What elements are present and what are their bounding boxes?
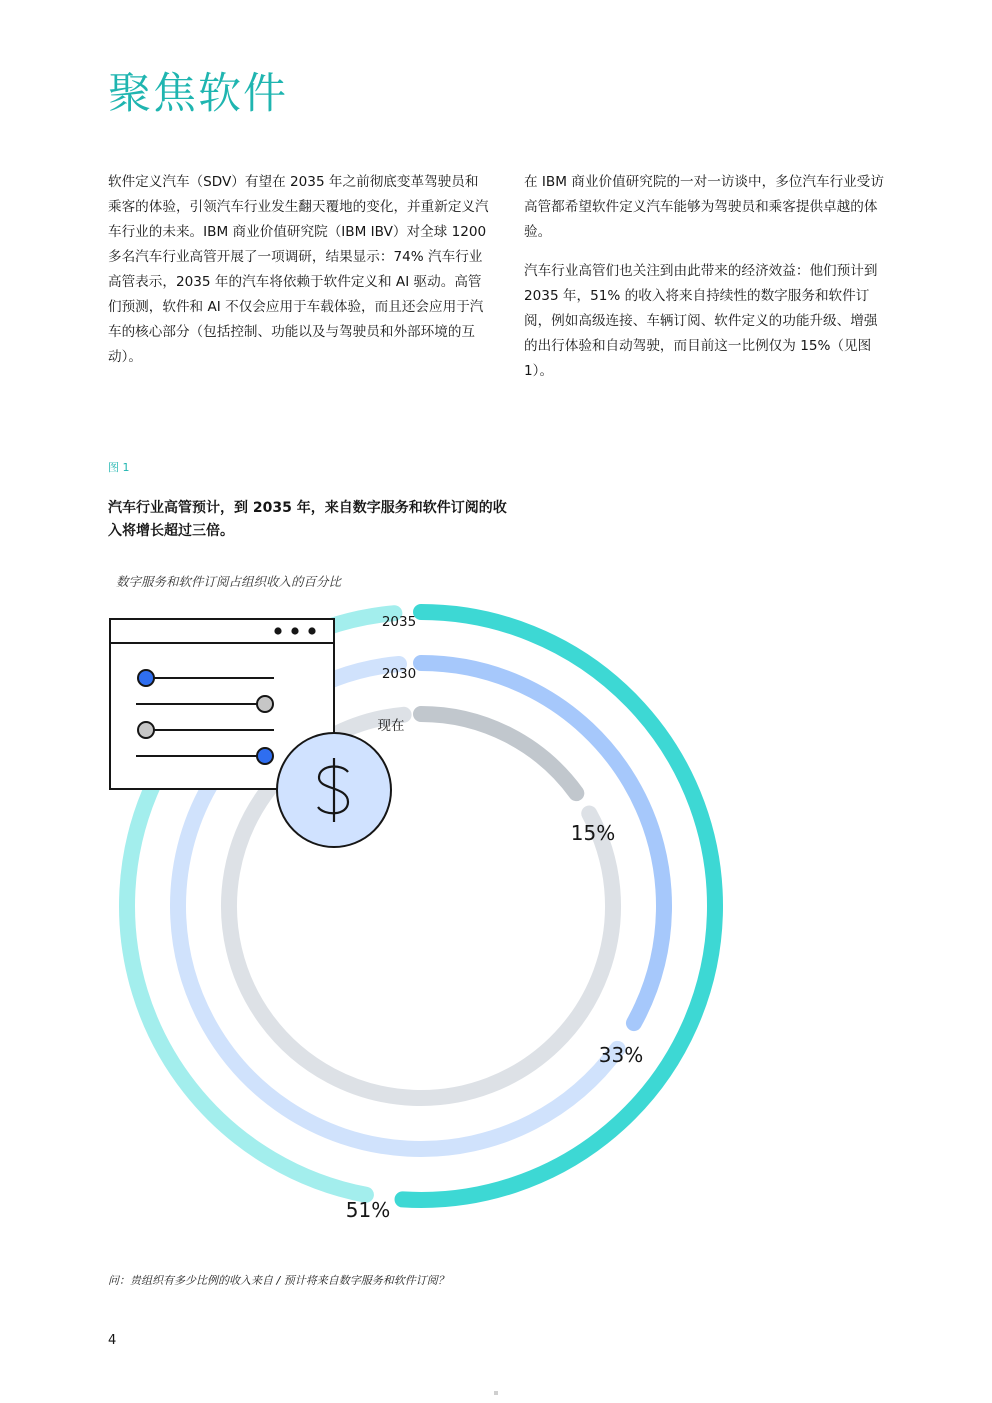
- body-paragraph: 软件定义汽车（SDV）有望在 2035 年之前彻底变革驾驶员和乘客的体验，引领汽车行业发生翻天覆地的变化，并重新定义汽车行业的未来。IBM 商业价值研究院（IBM IBV）对全球 1200 多名汽车行业高管开展了一项调研，结果显示：74% 汽车行业高管表示，2035 年的汽车将依赖于软件定义和 AI 驱动。高管们预测，软件和 AI 不仅会应用于车载体验，而且还会应用于汽车的核心部分（包括控制、功能以及与驾驶员和外部环境的互动）。: [108, 174, 489, 365]
- page-title: 聚焦软件: [108, 69, 288, 119]
- body-paragraph: 汽车行业高管们也关注到由此带来的经济效益：他们预计到 2035 年，51% 的收入将来自持续性的数字服务和软件订阅，例如高级连接、车辆订阅、软件定义的功能升级、增强的出行体验和自动驾驶，而目前这一比例仅为 15%（见图 1）。: [524, 263, 878, 379]
- value-label-2030: 33%: [598, 1043, 644, 1067]
- value-label-2035: 51%: [345, 1198, 391, 1222]
- value-label-现在: 15%: [570, 821, 616, 845]
- dollar-coin-icon: [277, 733, 391, 847]
- figure-subtitle: 数字服务和软件订阅占组织收入的百分比: [116, 574, 342, 589]
- radial-bar-chart: [0, 600, 992, 1240]
- body-paragraph: 在 IBM 商业价值研究院的一对一访谈中，多位汽车行业受访高管都希望软件定义汽车能够为驾驶员和乘客提供卓越的体验。: [524, 174, 884, 240]
- figure-label: 图 1: [108, 461, 130, 474]
- category-label-现在: 现在: [377, 718, 405, 734]
- bar-现在: [421, 714, 576, 793]
- body-right-column: [524, 170, 888, 398]
- figure-footnote: 问：贵组织有多少比例的收入来自 / 预计将来自数字服务和软件订阅？: [108, 1274, 449, 1287]
- category-label-2035: 2035: [381, 614, 417, 630]
- category-label-2030: 2030: [381, 666, 417, 682]
- body-left-column: [108, 170, 490, 384]
- figure-title: 汽车行业高管预计，到 2035 年，来自数字服务和软件订阅的收入将增长超过三倍。: [108, 500, 507, 539]
- page-marker: [494, 1391, 498, 1395]
- page-number: 4: [108, 1333, 117, 1348]
